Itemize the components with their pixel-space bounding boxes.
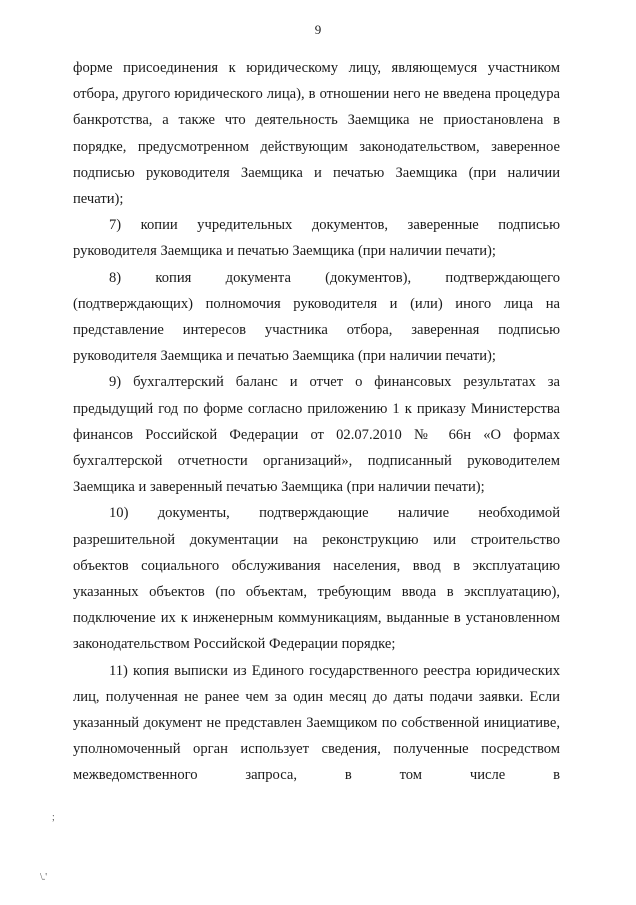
scan-artifact-mark: \.' bbox=[40, 872, 48, 883]
page-number: 9 bbox=[314, 22, 322, 37]
document-body bbox=[73, 55, 560, 789]
paragraph-continuation: форме присоединения к юридическому лицу, являющемуся участником отбора, другого юридического лица), в отношении него не введена процедура банкротства, а также что деятельность Заемщика не приостановлена в порядке, предусмотренном действующим законодательством, заверенное подписью руководителя Заемщика и печатью Заемщика (при наличии печати); bbox=[73, 60, 560, 208]
paragraph-item-7: 7) копии учредительных документов, заверенные подписью руководителя Заемщика и печатью Заемщика (при наличии печати); bbox=[73, 217, 560, 260]
paragraph-item-9: 9) бухгалтерский баланс и отчет о финансовых результатах за предыдущий год по форме согласно приложению 1 к приказу Министерства финансов Российской Федерации от 02.07.2010 № 66н «О формах бухгалтерской отчетности организаций», подписанный руководителем Заемщика и заверенный печатью Заемщика (при наличии печати); bbox=[73, 374, 560, 496]
paragraph-item-11: 11) копия выписки из Единого государственного реестра юридических лиц, полученная не ранее чем за один месяц до даты подачи заявки. Если указанный документ не представлен Заемщиком по собственной инициативе, уполномоченный орган использует сведения, полученные посредством межведомственного запроса, в том числе в bbox=[73, 662, 560, 784]
paragraph-item-10: 10) документы, подтверждающие наличие необходимой разрешительной документации на реконструкцию или строительство объектов социального обслуживания населения, ввод в эксплуатацию указанных объектов (по объектам, требующим ввода в эксплуатацию), подключение их к инженерным коммуникациям, выданные в установленном законодательством Российской Федерации порядке; bbox=[73, 505, 560, 653]
scan-artifact-mark: ; bbox=[52, 812, 55, 823]
paragraph-item-8: 8) копия документа (документов), подтверждающего (подтверждающих) полномочия руководителя и (или) иного лица на представление интересов участника отбора, заверенная подписью руководителя Заемщика и печатью Заемщика (при наличии печати); bbox=[73, 269, 560, 365]
